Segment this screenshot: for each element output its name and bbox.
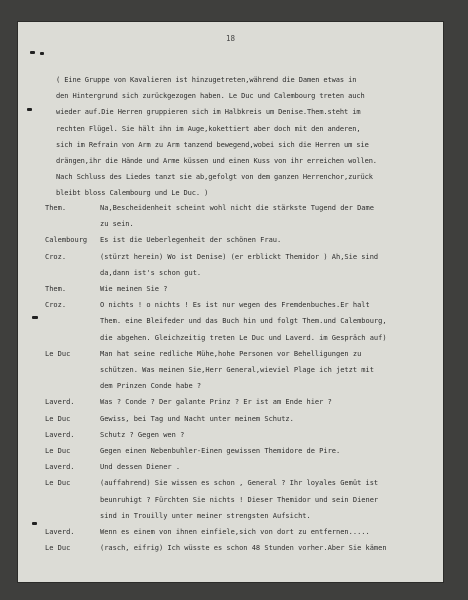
speaker-name: Them. bbox=[45, 285, 67, 294]
dialogue-entry bbox=[45, 232, 435, 248]
dialogue-line: beunruhigt ? Fürchten Sie nichts ! Dieser Themidor und sein Diener bbox=[100, 495, 379, 504]
speaker-name: Le Duc bbox=[45, 479, 71, 488]
stage-direction-line: den Hintergrund sich zurückgezogen haben. Le Duc und Calembourg treten auch bbox=[56, 92, 365, 101]
dialogue-line: O nichts ! o nichts ! Es ist nur wegen des Fremdenbuches.Er halt bbox=[100, 301, 370, 310]
dialogue-line: Wie meinen Sie ? bbox=[100, 285, 168, 294]
dialogue-line: da,dann ist's schon gut. bbox=[100, 268, 202, 277]
dialogue-entry bbox=[45, 411, 435, 427]
dialogue-entry bbox=[45, 524, 435, 540]
typed-manuscript-page bbox=[18, 22, 443, 582]
dialogue-line: Man hat seine redliche Mühe,hohe Personen vor Behelligungen zu bbox=[100, 349, 362, 358]
speaker-name: Laverd. bbox=[45, 398, 75, 407]
dialogue-line: Was ? Conde ? Der galante Prinz ? Er ist am Ende hier ? bbox=[100, 398, 332, 407]
dialogue-line: Them. eine Bleifeder und das Buch hin und folgt Them.und Calembourg, bbox=[100, 317, 387, 326]
speaker-name: Croz. bbox=[45, 252, 67, 261]
speaker-name: Le Duc bbox=[45, 544, 71, 553]
ink-mark bbox=[27, 108, 32, 111]
stage-direction-line: drängen,ihr die Hände und Arme küssen und einen Kuss von ihr erreichen wollen. bbox=[56, 157, 377, 166]
dialogue-entry bbox=[45, 459, 435, 475]
speaker-name: Le Duc bbox=[45, 349, 71, 358]
dialogue-entry bbox=[45, 346, 435, 395]
dialogue-entry bbox=[45, 249, 435, 281]
ink-mark bbox=[32, 522, 37, 525]
dialogue-entry bbox=[45, 200, 435, 232]
dialogue-line: Und dessen Diener . bbox=[100, 463, 181, 472]
stage-direction-line: sich im Refrain von Arm zu Arm tanzend bewegend,wobei sich die Herren um sie bbox=[56, 140, 369, 149]
speaker-name: Croz. bbox=[45, 301, 67, 310]
dialogue-entry bbox=[45, 297, 435, 346]
dialogue-line: Na,Bescheidenheit scheint wohl nicht die stärkste Tugend der Dame bbox=[100, 204, 374, 212]
dialogue-line: die abgehen. Gleichzeitig treten Le Duc und Laverd. im Gespräch auf) bbox=[100, 333, 387, 342]
page-number: 18 bbox=[225, 34, 236, 43]
dialogue-entry bbox=[45, 281, 435, 297]
dialogue-entry bbox=[45, 394, 435, 410]
stage-direction bbox=[56, 72, 430, 202]
dialogue-line: schützen. Was meinen Sie,Herr General,wieviel Plage ich jetzt mit bbox=[100, 366, 374, 375]
stage-direction-line: bleibt bloss Calembourg und Le Duc. ) bbox=[56, 189, 209, 198]
dialogue-line: Es ist die Ueberlegenheit der schönen Frau. bbox=[100, 236, 282, 245]
dialogue-line: (auffahrend) Sie wissen es schon , General ? Ihr loyales Gemüt ist bbox=[100, 479, 379, 488]
dialogue-block bbox=[45, 200, 435, 556]
speaker-name: Le Duc bbox=[45, 447, 71, 456]
dialogue-entry bbox=[45, 540, 435, 556]
stage-direction-line: ( Eine Gruppe von Kavalieren ist hinzugetreten,während die Damen etwas in bbox=[56, 76, 357, 84]
dialogue-line: Schutz ? Gegen wen ? bbox=[100, 430, 185, 439]
ink-mark bbox=[30, 51, 35, 54]
speaker-name: Laverd. bbox=[45, 430, 75, 439]
dialogue-line: (stürzt herein) Wo ist Denise) (er erblickt Themidor ) Ah,Sie sind bbox=[100, 252, 379, 261]
speaker-name: Laverd. bbox=[45, 463, 75, 472]
dialogue-line: sind in Trouilly unter meiner strengsten Aufsicht. bbox=[100, 511, 311, 520]
dialogue-line: zu sein. bbox=[100, 220, 134, 229]
speaker-name: Laverd. bbox=[45, 528, 75, 537]
ink-mark bbox=[40, 52, 44, 55]
stage-direction-line: Nach Schluss des Liedes tanzt sie ab,gefolgt von dem ganzen Herrenchor,zurück bbox=[56, 173, 373, 182]
dialogue-line: (rasch, eifrig) Ich wüsste es schon 48 Stunden vorher.Aber Sie kämen bbox=[100, 544, 387, 553]
speaker-name: Le Duc bbox=[45, 414, 71, 423]
dialogue-entry bbox=[45, 427, 435, 443]
ink-mark bbox=[32, 316, 38, 319]
speaker-name: Calembourg bbox=[45, 236, 88, 245]
speaker-name: Them. bbox=[45, 204, 67, 212]
dialogue-entry bbox=[45, 475, 435, 524]
dialogue-line: Gewiss, bei Tag und Nacht unter meinem Schutz. bbox=[100, 414, 294, 423]
dialogue-line: Gegen einen Nebenbuhler-Einen gewissen Themidore de Pire. bbox=[100, 447, 341, 456]
stage-direction-line: rechten Flügel. Sie hält ihn im Auge,kokettiert aber doch mit den anderen, bbox=[56, 124, 361, 133]
stage-direction-line: wieder auf.Die Herren gruppieren sich im Halbkreis um Denise.Them.steht im bbox=[56, 108, 361, 117]
dialogue-line: dem Prinzen Conde habe ? bbox=[100, 382, 202, 391]
dialogue-line: Wenn es einem von ihnen einfiele,sich von dort zu entfernen..... bbox=[100, 528, 370, 537]
dialogue-entry bbox=[45, 443, 435, 459]
